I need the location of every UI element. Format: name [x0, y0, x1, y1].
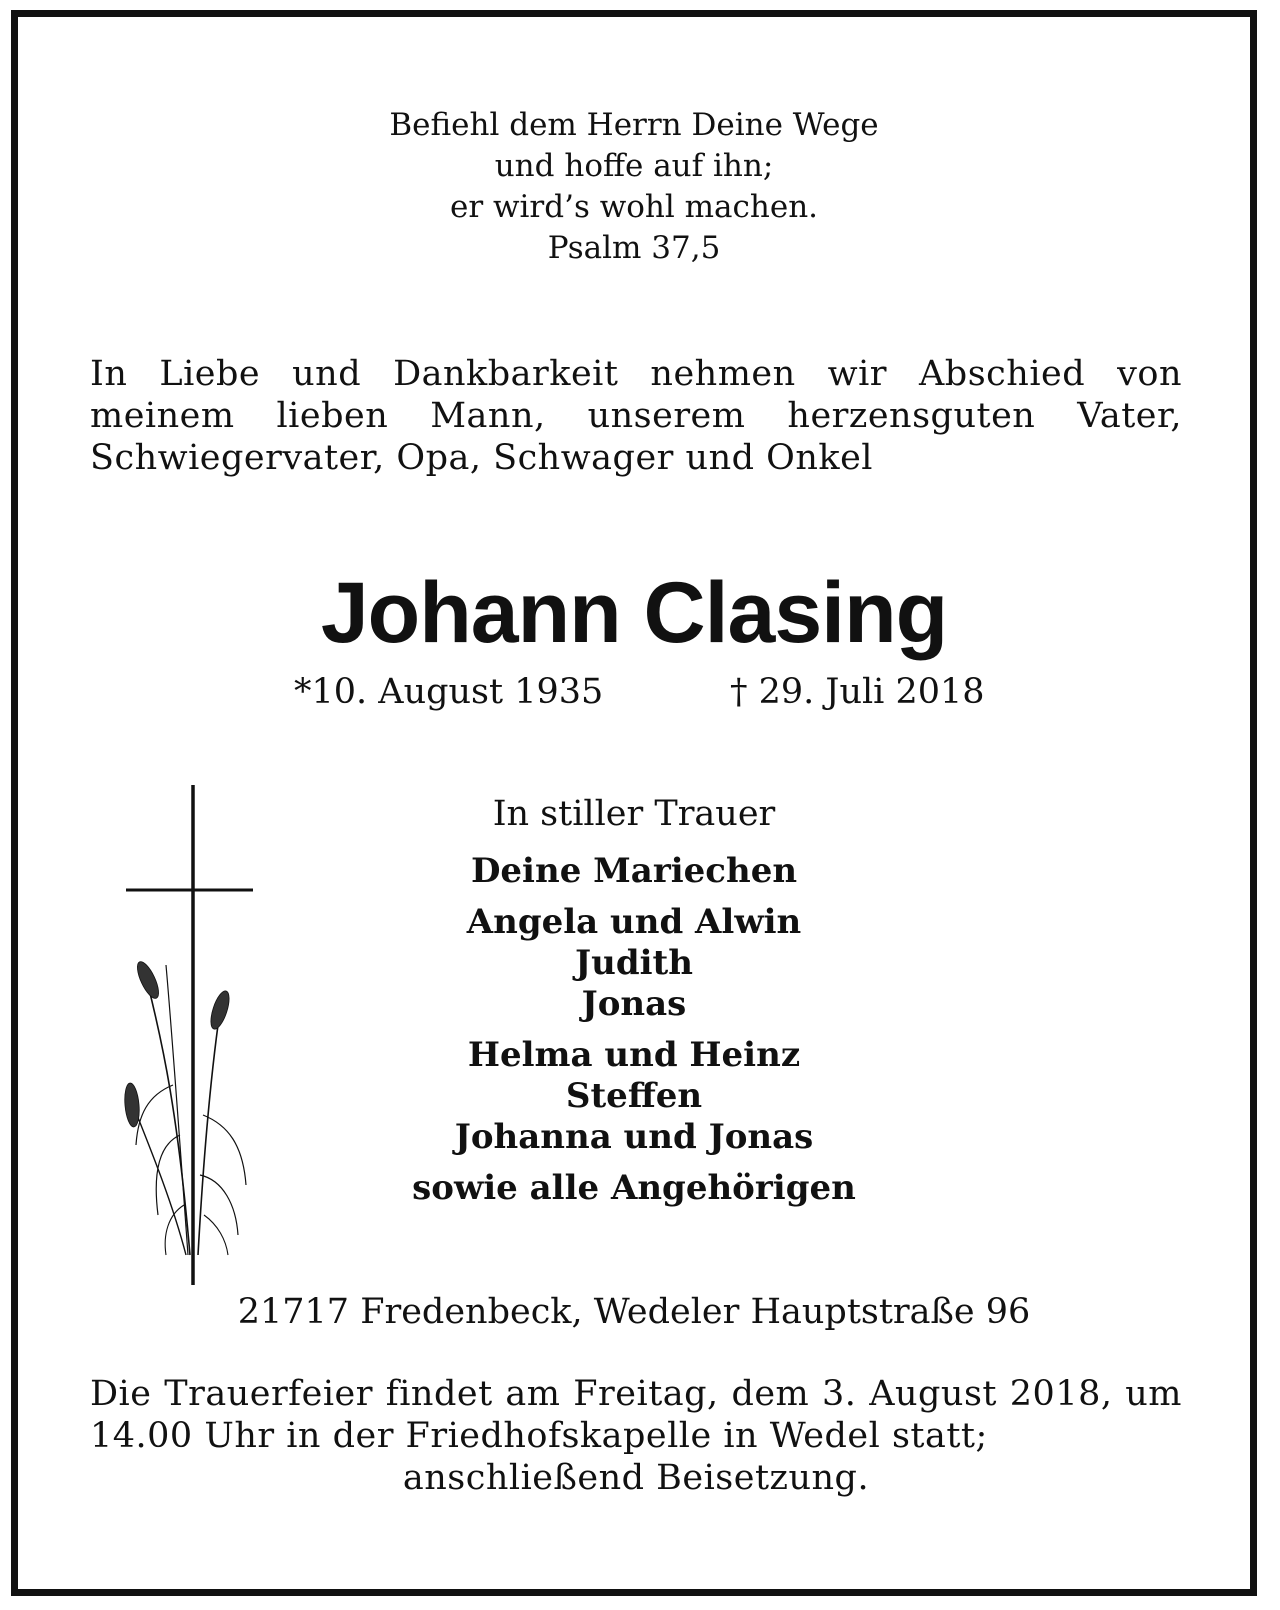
ceremony-info: [90, 1373, 1182, 1499]
ceremony-text: Die Trauerfeier findet am Freitag, dem 3. August 2018, um 14.00 Uhr in der Friedhofskapelle in Wedel statt;: [90, 1374, 1182, 1456]
mourner-name: sowie alle Angehörigen: [412, 1168, 856, 1208]
deceased-name: Johann Clasing: [320, 565, 948, 661]
verse-line: und hoffe auf ihn;: [494, 148, 774, 184]
bible-verse: [18, 105, 1250, 269]
mourner-name: Judith: [575, 943, 693, 983]
verse-line: er wird’s wohl machen.: [449, 189, 819, 225]
address: 21717 Fredenbeck, Wedeler Hauptstraße 96: [237, 1292, 1031, 1332]
verse-line: Befiehl dem Herrn Deine Wege: [389, 107, 879, 143]
death-date: † 29. Juli 2018: [730, 672, 985, 712]
obituary-frame: [11, 10, 1257, 1596]
mourners-list: [18, 851, 1250, 1209]
mourner-name: Deine Mariechen: [470, 851, 798, 891]
mourner-name: Steffen: [565, 1076, 703, 1116]
mourner-name: Johanna und Jonas: [454, 1117, 814, 1157]
mourner-name: Angela und Alwin: [466, 902, 802, 942]
mourning-title: In stiller Trauer: [492, 794, 776, 834]
verse-reference: Psalm 37,5: [547, 230, 721, 266]
ceremony-text-end: anschließend Beisetzung.: [402, 1458, 870, 1498]
intro-text: In Liebe und Dankbarkeit nehmen wir Abschied von meinem lieben Mann, unserem herzensguten Vater, Schwiegervater, Opa, Schwager und Onkel: [90, 354, 1182, 478]
mourner-name: Helma und Heinz: [467, 1035, 801, 1075]
mourner-name: Jonas: [581, 984, 687, 1024]
birth-date: *10. August 1935: [294, 672, 604, 712]
